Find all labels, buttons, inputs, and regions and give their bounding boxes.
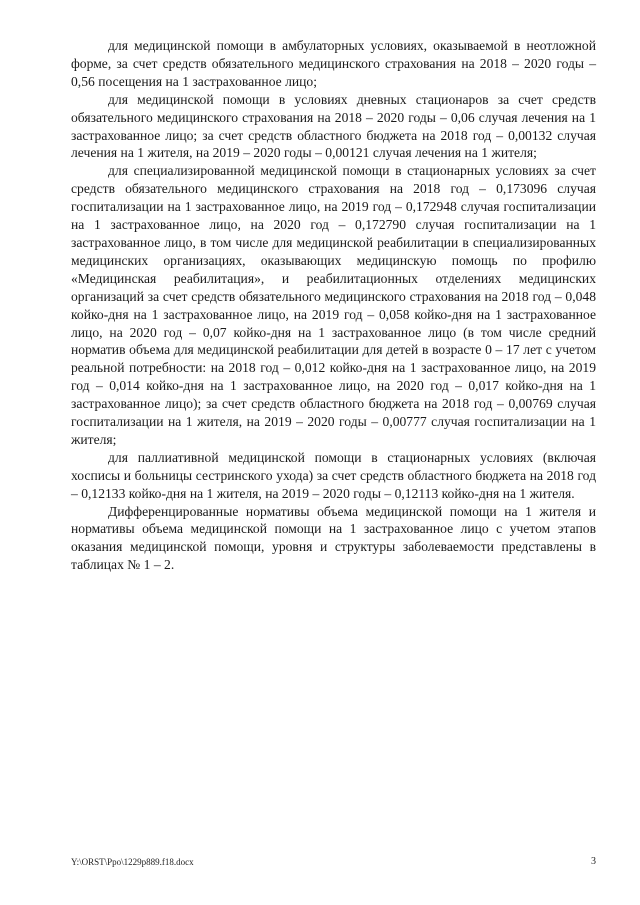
paragraph-palliative-care: для паллиативной медицинской помощи в стационарных условиях (включая хосписы и больницы сестринского ухода) за счет средств областного бюджета на 2018 год – 0,12133 койко-дня на 1 жителя, на 2019 – 2020 годы – 0,12113 койко-дня на 1 жителя. (71, 449, 596, 501)
footer-page-number: 3 (591, 856, 596, 867)
paragraph-specialized-inpatient: для специализированной медицинской помощи в стационарных условиях за счет средств обязательного медицинского страхования на 2018 год – 0,173096 случая госпитализации на 1 застрахованное лицо, на 2019 год – 0,172948 случая госпитализации на 1 застрахованное лицо, на 2020 год – 0,172790 случая госпитализации на 1 застрахованное лицо, в том числе для медицинской реабилитации в специализированных медицинских организациях, оказывающих медицинскую помощь по профилю «Медицинская реабилитация», и реабилитационных отделениях медицинских организаций за счет средств обязательного медицинского страхования на 2018 год – 0,048 койко-дня на 1 застрахованное лицо, на 2019 год – 0,058 койко-дня на 1 застрахованное лицо, на 2020 год – 0,07 койко-дня на 1 застрахованное лицо (в том числе средний норматив объема для медицинской реабилитации для детей в возрасте 0 – 17 лет с учетом реальной потребности: на 2018 год – 0,012 койко-дня на 1 застрахованное лицо, на 2019 год – 0,014 койко-дня на 1 застрахованное лицо, на 2020 год – 0,017 койко-дня на 1 застрахованное лицо); за счет средств областного бюджета на 2018 год – 0,00769 случая госпитализации на 1 жителя, на 2019 – 2020 годы – 0,00777 случая госпитализации на 1 жителя; (71, 163, 596, 447)
footer-file-path: Y:\ORST\Ppo\1229p889.f18.docx (71, 857, 194, 867)
document-body (71, 37, 596, 574)
paragraph-outpatient-emergency: для медицинской помощи в амбулаторных условиях, оказываемой в неотложной форме, за счет средств обязательного медицинского страхования на 2018 – 2020 годы – 0,56 посещения на 1 застрахованное лицо; (71, 38, 596, 89)
paragraph-day-hospital: для медицинской помощи в условиях дневных стационаров за счет средств обязательного медицинского страхования на 2018 – 2020 годы – 0,06 случая лечения на 1 застрахованное лицо; за счет средств областного бюджета на 2018 год – 0,00132 случая лечения на 1 жителя, на 2019 – 2020 годы – 0,00121 случая лечения на 1 жителя; (71, 91, 596, 161)
paragraph-differentiated-norms: Дифференцированные нормативы объема медицинской помощи на 1 жителя и нормативы объема медицинской помощи на 1 застрахованное лицо с учетом этапов оказания медицинской помощи, уровня и структуры заболеваемости представлены в таблицах № 1 – 2. (71, 503, 596, 573)
